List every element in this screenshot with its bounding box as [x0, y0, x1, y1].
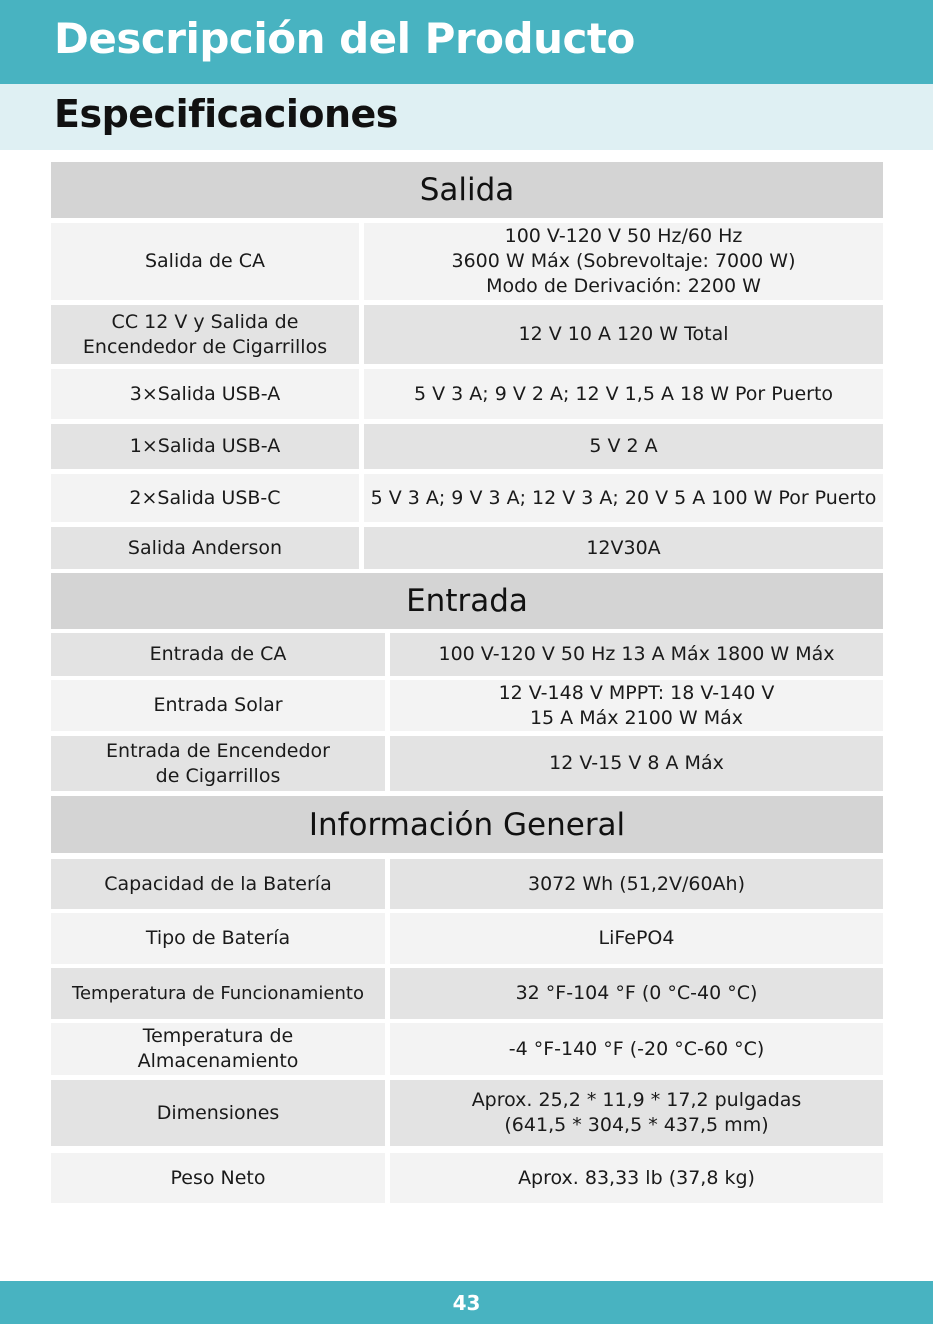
table-row [51, 968, 883, 1019]
table-row [51, 1153, 883, 1203]
spec-value: 5 V 2 A [364, 424, 883, 469]
page-number: 43 [452, 1290, 481, 1315]
spec-value: 100 V-120 V 50 Hz/60 Hz 3600 W Máx (Sobrevoltaje: 7000 W) Modo de Derivación: 2200 W [364, 223, 883, 300]
spec-label: Peso Neto [51, 1153, 385, 1203]
spec-label: Temperatura de Almacenamiento [51, 1023, 385, 1075]
spec-value: 5 V 3 A; 9 V 2 A; 12 V 1,5 A 18 W Por Puerto [364, 369, 883, 419]
spec-label: Salida Anderson [51, 527, 359, 569]
spec-value: 32 °F-104 °F (0 °C-40 °C) [390, 968, 883, 1019]
spec-label: 1×Salida USB-A [51, 424, 359, 469]
spec-value: 100 V-120 V 50 Hz 13 A Máx 1800 W Máx [390, 633, 883, 676]
spec-label: Temperatura de Funcionamiento [51, 968, 385, 1019]
spec-label: Dimensiones [51, 1080, 385, 1146]
section-header-entrada: Entrada [51, 573, 883, 629]
section-header-salida: Salida [51, 162, 883, 218]
spec-value: 12 V 10 A 120 W Total [364, 305, 883, 364]
spec-label: Capacidad de la Batería [51, 859, 385, 909]
page-title: Descripción del Producto [54, 14, 635, 63]
spec-label: Salida de CA [51, 223, 359, 300]
spec-value: 12V30A [364, 527, 883, 569]
table-row [51, 680, 883, 731]
table-row [51, 305, 883, 364]
table-row [51, 223, 883, 300]
spec-label: Entrada de Encendedor de Cigarrillos [51, 736, 385, 791]
spec-value: 5 V 3 A; 9 V 3 A; 12 V 3 A; 20 V 5 A 100 W Por Puerto [364, 474, 883, 522]
table-row [51, 913, 883, 964]
spec-value: 12 V-148 V MPPT: 18 V-140 V 15 A Máx 2100 W Máx [390, 680, 883, 731]
table-row [51, 1080, 883, 1146]
spec-label: Entrada Solar [51, 680, 385, 731]
table-row [51, 527, 883, 569]
subtitle-banner [0, 84, 933, 150]
spec-value: -4 °F-140 °F (-20 °C-60 °C) [390, 1023, 883, 1075]
table-row [51, 1023, 883, 1075]
table-row [51, 369, 883, 419]
spec-value: 12 V-15 V 8 A Máx [390, 736, 883, 791]
spec-label: 3×Salida USB-A [51, 369, 359, 419]
table-row [51, 859, 883, 909]
table-row [51, 633, 883, 676]
spec-value: 3072 Wh (51,2V/60Ah) [390, 859, 883, 909]
spec-label: CC 12 V y Salida de Encendedor de Cigarrillos [51, 305, 359, 364]
spec-value: LiFePO4 [390, 913, 883, 964]
spec-label: Entrada de CA [51, 633, 385, 676]
spec-value: Aprox. 25,2 * 11,9 * 17,2 pulgadas (641,5 * 304,5 * 437,5 mm) [390, 1080, 883, 1146]
spec-value: Aprox. 83,33 lb (37,8 kg) [390, 1153, 883, 1203]
page-footer [0, 1281, 933, 1324]
spec-label: 2×Salida USB-C [51, 474, 359, 522]
spec-label: Tipo de Batería [51, 913, 385, 964]
table-row [51, 424, 883, 469]
table-row [51, 736, 883, 791]
table-row [51, 474, 883, 522]
page-subtitle: Especificaciones [54, 92, 398, 136]
title-banner [0, 0, 933, 84]
section-header-general: Información General [51, 796, 883, 853]
